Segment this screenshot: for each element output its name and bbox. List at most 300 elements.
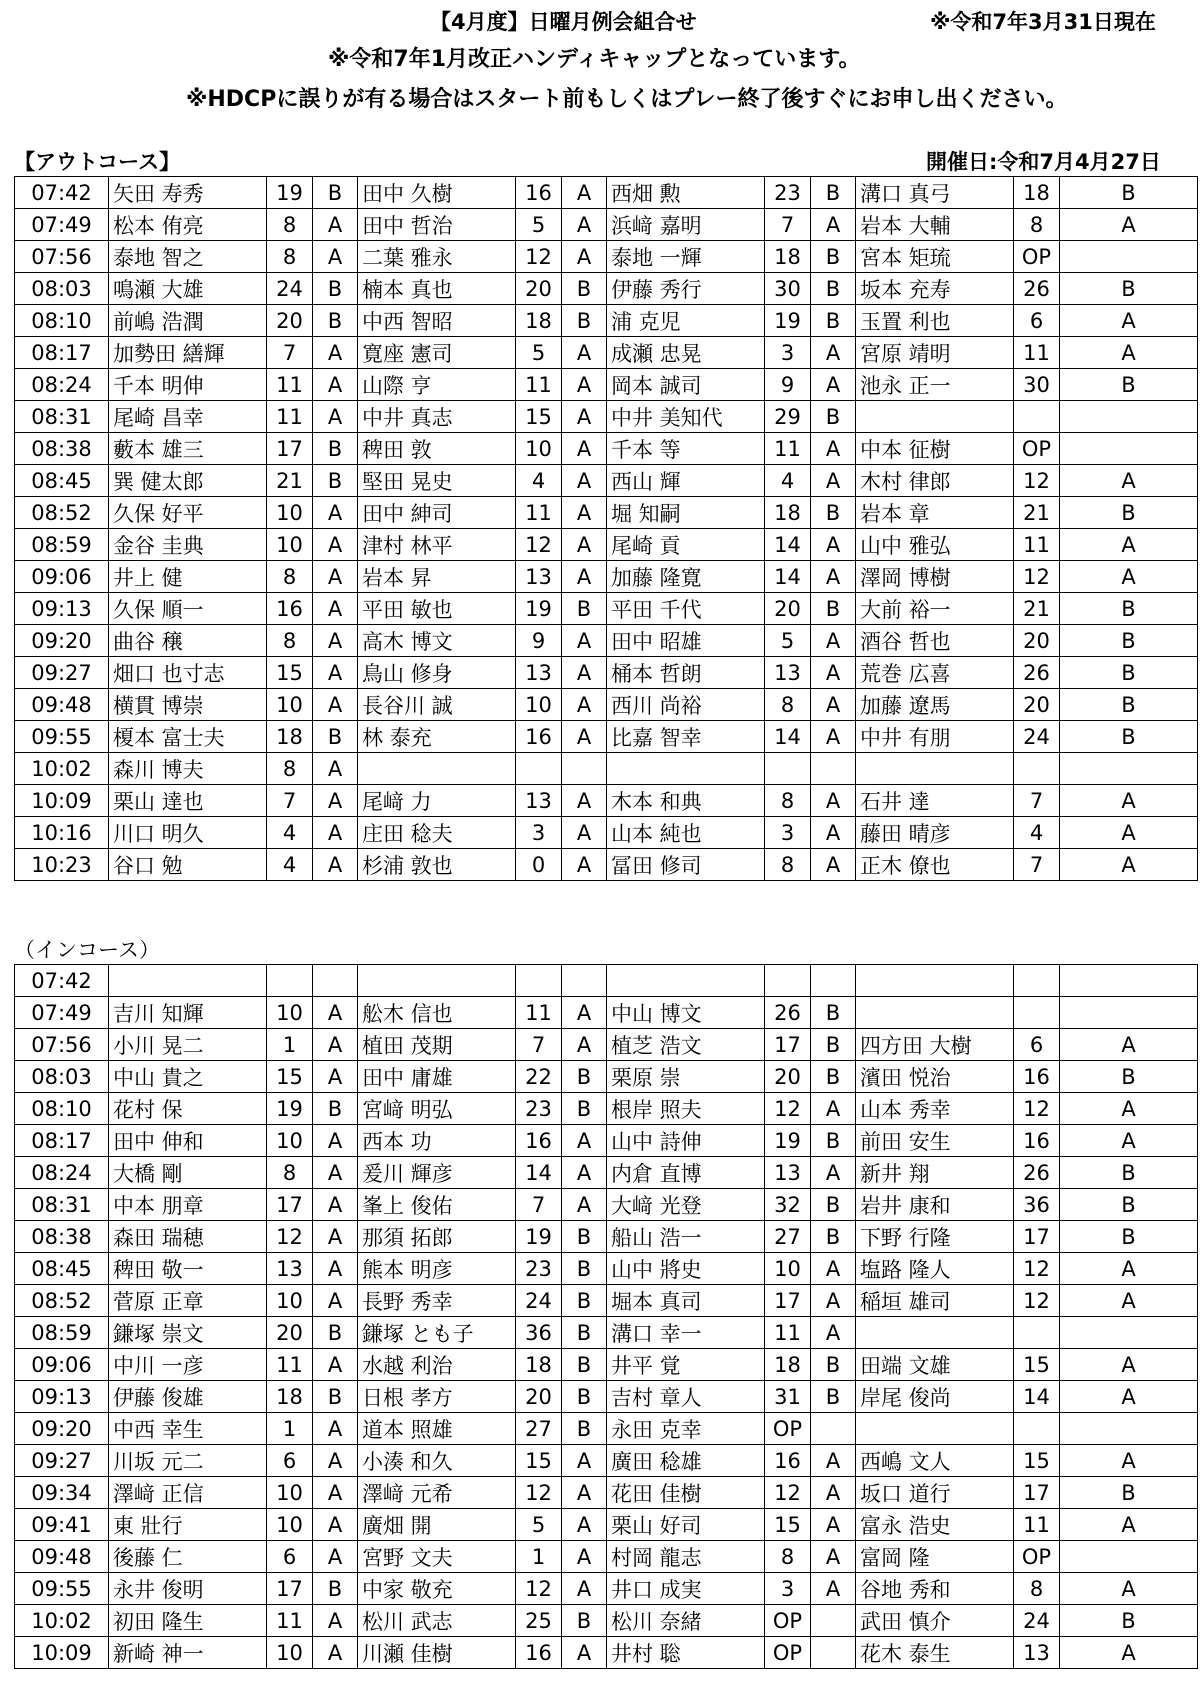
- handicap-cell: 11: [516, 997, 562, 1029]
- player-name-cell: 千本 明伸: [109, 369, 267, 401]
- handicap-cell: 12: [1014, 465, 1060, 497]
- handicap-cell: 17: [267, 1573, 313, 1605]
- player-name-cell: 中井 有朋: [856, 721, 1014, 753]
- player-name-cell: 鎌塚 とも子: [358, 1317, 516, 1349]
- handicap-cell: 5: [516, 209, 562, 241]
- start-time-cell: 10:02: [15, 1605, 109, 1637]
- table-row: [15, 209, 1198, 241]
- player-name-cell: 高木 博文: [358, 625, 516, 657]
- handicap-cell: [267, 965, 313, 997]
- handicap-cell: 8: [267, 209, 313, 241]
- start-time-cell: 10:09: [15, 785, 109, 817]
- handicap-cell: 20: [267, 1317, 313, 1349]
- handicap-cell: [1014, 1413, 1060, 1445]
- handicap-cell: 22: [516, 1061, 562, 1093]
- class-cell: A: [562, 1477, 607, 1509]
- handicap-cell: 15: [267, 1061, 313, 1093]
- handicap-cell: 7: [1014, 785, 1060, 817]
- class-cell: A: [562, 817, 607, 849]
- player-name-cell: [109, 965, 267, 997]
- class-cell: A: [313, 593, 358, 625]
- class-cell: A: [1060, 1349, 1198, 1381]
- class-cell: B: [811, 1349, 856, 1381]
- table-row: [15, 561, 1198, 593]
- class-cell: A: [562, 529, 607, 561]
- player-name-cell: 平田 敏也: [358, 593, 516, 625]
- handicap-cell: 3: [765, 1573, 811, 1605]
- player-name-cell: 田中 昭雄: [607, 625, 765, 657]
- player-name-cell: 中家 敬充: [358, 1573, 516, 1605]
- handicap-cell: 20: [765, 1061, 811, 1093]
- class-cell: B: [811, 177, 856, 209]
- handicap-cell: 11: [1014, 337, 1060, 369]
- class-cell: B: [562, 1381, 607, 1413]
- class-cell: A: [313, 1253, 358, 1285]
- player-name-cell: 石井 達: [856, 785, 1014, 817]
- handicap-cell: 12: [765, 1477, 811, 1509]
- player-name-cell: [358, 965, 516, 997]
- player-name-cell: 矢田 寿秀: [109, 177, 267, 209]
- handicap-cell: 10: [267, 529, 313, 561]
- class-cell: A: [811, 337, 856, 369]
- class-cell: B: [811, 1061, 856, 1093]
- class-cell: B: [313, 177, 358, 209]
- handicap-cell: 10: [267, 689, 313, 721]
- start-time-cell: 09:20: [15, 625, 109, 657]
- start-time-cell: 09:20: [15, 1413, 109, 1445]
- class-cell: B: [811, 593, 856, 625]
- player-name-cell: 尾崎 貢: [607, 529, 765, 561]
- table-row: [15, 1317, 1198, 1349]
- class-cell: A: [313, 625, 358, 657]
- player-name-cell: 浜﨑 嘉明: [607, 209, 765, 241]
- class-cell: A: [1060, 1381, 1198, 1413]
- player-name-cell: 栗山 好司: [607, 1509, 765, 1541]
- player-name-cell: 日根 孝方: [358, 1381, 516, 1413]
- start-time-cell: 09:13: [15, 593, 109, 625]
- player-name-cell: 宮野 文夫: [358, 1541, 516, 1573]
- handicap-cell: [765, 753, 811, 785]
- class-cell: A: [562, 1125, 607, 1157]
- player-name-cell: 内倉 直博: [607, 1157, 765, 1189]
- class-cell: A: [313, 997, 358, 1029]
- handicap-cell: 6: [267, 1541, 313, 1573]
- player-name-cell: 桶本 哲朗: [607, 657, 765, 689]
- class-cell: A: [1060, 785, 1198, 817]
- handicap-cell: 4: [267, 817, 313, 849]
- class-cell: B: [1060, 273, 1198, 305]
- class-cell: B: [811, 305, 856, 337]
- class-cell: A: [562, 337, 607, 369]
- player-name-cell: 稗田 敬一: [109, 1253, 267, 1285]
- player-name-cell: 小川 晃二: [109, 1029, 267, 1061]
- class-cell: A: [313, 241, 358, 273]
- class-cell: A: [313, 529, 358, 561]
- player-name-cell: 松川 武志: [358, 1605, 516, 1637]
- player-name-cell: 井村 聡: [607, 1637, 765, 1669]
- table-row: [15, 1509, 1198, 1541]
- handicap-cell: 26: [1014, 1157, 1060, 1189]
- table-row: [15, 1189, 1198, 1221]
- start-time-cell: 08:38: [15, 433, 109, 465]
- class-cell: A: [1060, 305, 1198, 337]
- in-course-table: [14, 964, 1198, 1669]
- player-name-cell: 巽 健太郎: [109, 465, 267, 497]
- handicap-cell: 3: [765, 337, 811, 369]
- handicap-cell: 3: [765, 817, 811, 849]
- player-name-cell: 長野 秀幸: [358, 1285, 516, 1317]
- player-name-cell: 栗原 崇: [607, 1061, 765, 1093]
- player-name-cell: 澤岡 博樹: [856, 561, 1014, 593]
- class-cell: B: [811, 997, 856, 1029]
- handicap-cell: 24: [516, 1285, 562, 1317]
- player-name-cell: 菅原 正章: [109, 1285, 267, 1317]
- class-cell: A: [562, 721, 607, 753]
- handicap-cell: 11: [267, 401, 313, 433]
- handicap-cell: 25: [516, 1605, 562, 1637]
- handicap-cell: 12: [1014, 1093, 1060, 1125]
- player-name-cell: 寛座 憲司: [358, 337, 516, 369]
- player-name-cell: 船山 浩一: [607, 1221, 765, 1253]
- player-name-cell: 大前 裕一: [856, 593, 1014, 625]
- handicap-cell: [1014, 965, 1060, 997]
- table-row: [15, 273, 1198, 305]
- handicap-cell: 18: [516, 1349, 562, 1381]
- handicap-cell: 27: [516, 1413, 562, 1445]
- handicap-cell: 11: [1014, 1509, 1060, 1541]
- handicap-cell: 18: [1014, 177, 1060, 209]
- handicap-cell: 20: [516, 1381, 562, 1413]
- player-name-cell: 谷口 勉: [109, 849, 267, 881]
- table-row: [15, 1413, 1198, 1445]
- class-cell: B: [811, 1381, 856, 1413]
- table-row: [15, 965, 1198, 997]
- start-time-cell: 09:34: [15, 1477, 109, 1509]
- handicap-cell: 16: [516, 1637, 562, 1669]
- player-name-cell: 舩木 信也: [358, 997, 516, 1029]
- handicap-cell: 18: [765, 497, 811, 529]
- class-cell: B: [811, 1125, 856, 1157]
- handicap-cell: 5: [516, 1509, 562, 1541]
- class-cell: A: [811, 433, 856, 465]
- player-name-cell: 林 泰充: [358, 721, 516, 753]
- class-cell: A: [562, 997, 607, 1029]
- player-name-cell: 畑口 也寸志: [109, 657, 267, 689]
- player-name-cell: 澤﨑 正信: [109, 1477, 267, 1509]
- handicap-cell: 20: [765, 593, 811, 625]
- class-cell: B: [562, 305, 607, 337]
- handicap-cell: 18: [267, 721, 313, 753]
- class-cell: [313, 965, 358, 997]
- handicap-cell: 10: [765, 1253, 811, 1285]
- class-cell: A: [313, 561, 358, 593]
- handicap-cell: 12: [516, 1573, 562, 1605]
- class-cell: [1060, 997, 1198, 1029]
- player-name-cell: 加藤 隆寛: [607, 561, 765, 593]
- handicap-cell: 8: [267, 241, 313, 273]
- out-course-label: 【アウトコース】: [14, 150, 181, 174]
- table-row: [15, 1445, 1198, 1477]
- player-name-cell: 木村 律郎: [856, 465, 1014, 497]
- handicap-cell: 30: [1014, 369, 1060, 401]
- class-cell: A: [1060, 849, 1198, 881]
- handicap-cell: 10: [267, 1125, 313, 1157]
- handicap-cell: 10: [267, 497, 313, 529]
- handicap-cell: 26: [1014, 273, 1060, 305]
- handicap-cell: 19: [516, 1221, 562, 1253]
- player-name-cell: 木本 和典: [607, 785, 765, 817]
- player-name-cell: 藤田 晴彦: [856, 817, 1014, 849]
- start-time-cell: 08:24: [15, 369, 109, 401]
- class-cell: A: [313, 1605, 358, 1637]
- start-time-cell: 08:31: [15, 401, 109, 433]
- handicap-cell: 8: [267, 1157, 313, 1189]
- player-name-cell: 鳥山 修身: [358, 657, 516, 689]
- player-name-cell: 新井 翔: [856, 1157, 1014, 1189]
- class-cell: A: [562, 433, 607, 465]
- class-cell: [1060, 401, 1198, 433]
- handicap-cell: 8: [765, 849, 811, 881]
- class-cell: A: [562, 849, 607, 881]
- class-cell: A: [811, 849, 856, 881]
- class-cell: B: [562, 1061, 607, 1093]
- table-row: [15, 593, 1198, 625]
- handicap-cell: 12: [267, 1221, 313, 1253]
- player-name-cell: 田中 久樹: [358, 177, 516, 209]
- class-cell: A: [313, 1221, 358, 1253]
- player-name-cell: [856, 401, 1014, 433]
- class-cell: A: [562, 1573, 607, 1605]
- class-cell: A: [562, 1445, 607, 1477]
- handicap-cell: 7: [516, 1189, 562, 1221]
- player-name-cell: 中井 真志: [358, 401, 516, 433]
- handicap-cell: 24: [267, 273, 313, 305]
- start-time-cell: 09:13: [15, 1381, 109, 1413]
- start-time-cell: 08:52: [15, 497, 109, 529]
- player-name-cell: 吉川 知輝: [109, 997, 267, 1029]
- class-cell: A: [1060, 1125, 1198, 1157]
- start-time-cell: 09:27: [15, 1445, 109, 1477]
- table-row: [15, 721, 1198, 753]
- player-name-cell: 大﨑 光登: [607, 1189, 765, 1221]
- player-name-cell: 坂本 充寿: [856, 273, 1014, 305]
- page-title: 【4月度】日曜月例会組合せ: [430, 10, 697, 34]
- start-time-cell: 08:59: [15, 529, 109, 561]
- handicap-cell: 8: [1014, 1573, 1060, 1605]
- start-time-cell: 09:48: [15, 689, 109, 721]
- class-cell: A: [562, 785, 607, 817]
- player-name-cell: 武田 慎介: [856, 1605, 1014, 1637]
- class-cell: [562, 965, 607, 997]
- player-name-cell: 吉村 章人: [607, 1381, 765, 1413]
- player-name-cell: 池永 正一: [856, 369, 1014, 401]
- class-cell: A: [811, 209, 856, 241]
- class-cell: A: [562, 689, 607, 721]
- class-cell: A: [1060, 209, 1198, 241]
- table-row: [15, 1541, 1198, 1573]
- handicap-cell: 6: [267, 1445, 313, 1477]
- out-course-rows: [15, 177, 1198, 881]
- player-name-cell: 山本 純也: [607, 817, 765, 849]
- player-name-cell: 根岸 照夫: [607, 1093, 765, 1125]
- class-cell: A: [811, 689, 856, 721]
- table-row: [15, 785, 1198, 817]
- handicap-cell: 9: [516, 625, 562, 657]
- handicap-cell: 7: [1014, 849, 1060, 881]
- class-cell: A: [811, 1573, 856, 1605]
- player-name-cell: 川坂 元二: [109, 1445, 267, 1477]
- class-cell: A: [313, 1285, 358, 1317]
- start-time-cell: 08:24: [15, 1157, 109, 1189]
- handicap-cell: 17: [1014, 1477, 1060, 1509]
- table-row: [15, 849, 1198, 881]
- player-name-cell: 熊本 明彦: [358, 1253, 516, 1285]
- class-cell: B: [811, 1221, 856, 1253]
- handicap-cell: 7: [765, 209, 811, 241]
- player-name-cell: 尾崎 昌幸: [109, 401, 267, 433]
- player-name-cell: 山中 將史: [607, 1253, 765, 1285]
- class-cell: A: [811, 1253, 856, 1285]
- start-time-cell: 10:16: [15, 817, 109, 849]
- player-name-cell: 中西 幸生: [109, 1413, 267, 1445]
- handicap-cell: 8: [267, 753, 313, 785]
- player-name-cell: 永井 俊明: [109, 1573, 267, 1605]
- class-cell: B: [313, 1093, 358, 1125]
- class-cell: B: [811, 1189, 856, 1221]
- player-name-cell: 廣田 稔雄: [607, 1445, 765, 1477]
- handicap-cell: 26: [1014, 657, 1060, 689]
- player-name-cell: [856, 1317, 1014, 1349]
- handicap-cell: 12: [516, 241, 562, 273]
- table-row: [15, 369, 1198, 401]
- class-cell: B: [562, 1253, 607, 1285]
- player-name-cell: 松川 奈緒: [607, 1605, 765, 1637]
- handicap-cell: [516, 965, 562, 997]
- handicap-cell: 12: [516, 1477, 562, 1509]
- player-name-cell: 永田 克幸: [607, 1413, 765, 1445]
- start-time-cell: 07:49: [15, 209, 109, 241]
- player-name-cell: 田中 伸和: [109, 1125, 267, 1157]
- start-time-cell: 09:48: [15, 1541, 109, 1573]
- player-name-cell: 酒谷 哲也: [856, 625, 1014, 657]
- start-time-cell: 10:02: [15, 753, 109, 785]
- handicap-cell: 19: [765, 305, 811, 337]
- handicap-cell: 24: [1014, 721, 1060, 753]
- player-name-cell: 川瀬 佳樹: [358, 1637, 516, 1669]
- start-time-cell: 09:06: [15, 561, 109, 593]
- player-name-cell: 尾﨑 力: [358, 785, 516, 817]
- start-time-cell: 08:03: [15, 273, 109, 305]
- table-row: [15, 241, 1198, 273]
- class-cell: A: [313, 1477, 358, 1509]
- player-name-cell: 伊藤 俊雄: [109, 1381, 267, 1413]
- handicap-cell: 14: [1014, 1381, 1060, 1413]
- player-name-cell: 宮﨑 明弘: [358, 1093, 516, 1125]
- class-cell: A: [811, 1285, 856, 1317]
- handicap-cell: 11: [267, 1605, 313, 1637]
- class-cell: [1060, 433, 1198, 465]
- handicap-cell: 11: [765, 1317, 811, 1349]
- player-name-cell: 山中 雅弘: [856, 529, 1014, 561]
- player-name-cell: [358, 753, 516, 785]
- handicap-cell: [1014, 997, 1060, 1029]
- handicap-cell: 24: [1014, 1605, 1060, 1637]
- player-name-cell: 初田 隆生: [109, 1605, 267, 1637]
- handicap-cell: 19: [765, 1125, 811, 1157]
- player-name-cell: 中西 智昭: [358, 305, 516, 337]
- player-name-cell: 冨田 修司: [607, 849, 765, 881]
- class-cell: B: [562, 1221, 607, 1253]
- class-cell: A: [313, 369, 358, 401]
- handicap-cell: 30: [765, 273, 811, 305]
- player-name-cell: 庄田 稔夫: [358, 817, 516, 849]
- in-course-rows: [15, 965, 1198, 1669]
- player-name-cell: 中本 征樹: [856, 433, 1014, 465]
- player-name-cell: 堀本 真司: [607, 1285, 765, 1317]
- handicap-cell: 23: [516, 1093, 562, 1125]
- class-cell: A: [562, 465, 607, 497]
- class-cell: A: [313, 1125, 358, 1157]
- handicap-cell: [765, 965, 811, 997]
- player-name-cell: 泰地 一輝: [607, 241, 765, 273]
- table-row: [15, 1253, 1198, 1285]
- class-cell: A: [313, 785, 358, 817]
- handicap-cell: 16: [516, 177, 562, 209]
- table-row: [15, 1029, 1198, 1061]
- handicap-cell: 17: [765, 1285, 811, 1317]
- player-name-cell: 西山 輝: [607, 465, 765, 497]
- player-name-cell: 井平 覚: [607, 1349, 765, 1381]
- handicap-cell: 36: [1014, 1189, 1060, 1221]
- class-cell: [1060, 965, 1198, 997]
- start-time-cell: 07:56: [15, 1029, 109, 1061]
- class-cell: A: [811, 785, 856, 817]
- player-name-cell: 小湊 和久: [358, 1445, 516, 1477]
- handicap-cell: 23: [765, 177, 811, 209]
- class-cell: A: [1060, 1509, 1198, 1541]
- handicap-cell: 10: [267, 997, 313, 1029]
- class-cell: A: [313, 401, 358, 433]
- handicap-cell: 1: [267, 1029, 313, 1061]
- class-cell: B: [811, 273, 856, 305]
- player-name-cell: 榎本 富士夫: [109, 721, 267, 753]
- player-name-cell: 千本 等: [607, 433, 765, 465]
- table-row: [15, 657, 1198, 689]
- start-time-cell: 08:38: [15, 1221, 109, 1253]
- class-cell: B: [811, 241, 856, 273]
- class-cell: B: [313, 1317, 358, 1349]
- table-row: [15, 1605, 1198, 1637]
- handicap-cell: [1014, 1317, 1060, 1349]
- class-cell: A: [1060, 1285, 1198, 1317]
- class-cell: A: [562, 1029, 607, 1061]
- table-row: [15, 689, 1198, 721]
- table-row: [15, 529, 1198, 561]
- player-name-cell: 田中 哲治: [358, 209, 516, 241]
- handicap-cell: 15: [1014, 1445, 1060, 1477]
- player-name-cell: 中川 一彦: [109, 1349, 267, 1381]
- start-time-cell: 07:42: [15, 965, 109, 997]
- class-cell: B: [1060, 1221, 1198, 1253]
- player-name-cell: 松本 侑亮: [109, 209, 267, 241]
- player-name-cell: 岩本 昇: [358, 561, 516, 593]
- handicap-cell: 19: [516, 593, 562, 625]
- class-cell: A: [313, 1061, 358, 1093]
- player-name-cell: [856, 965, 1014, 997]
- player-name-cell: 浦 克児: [607, 305, 765, 337]
- player-name-cell: 溝口 幸一: [607, 1317, 765, 1349]
- class-cell: A: [562, 241, 607, 273]
